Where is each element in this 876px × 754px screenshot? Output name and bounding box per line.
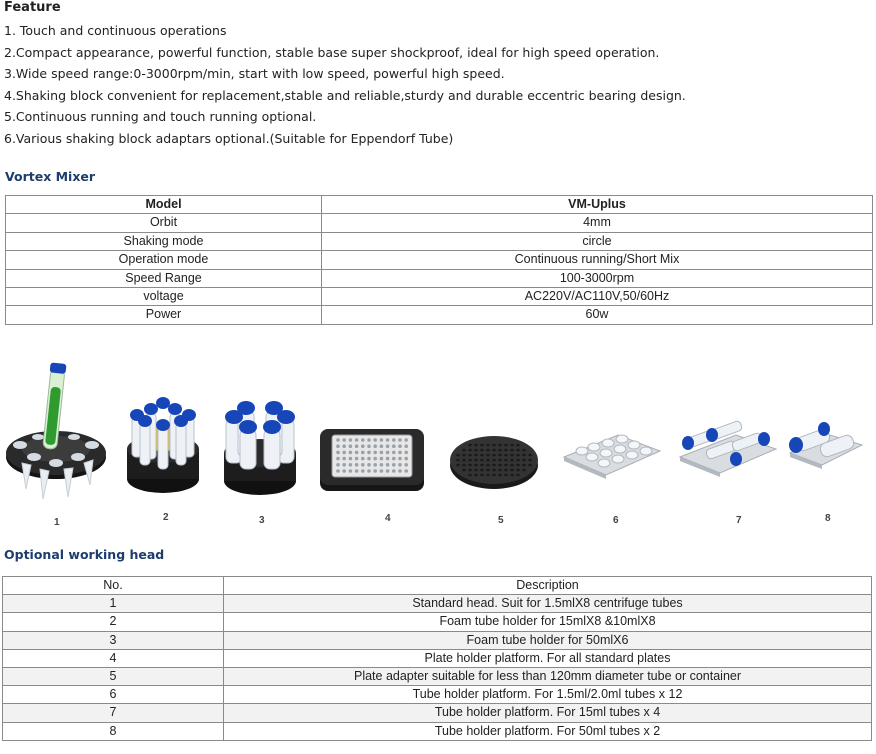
table-row: [3, 631, 872, 649]
head-header-row: [3, 577, 872, 595]
spec-label: Orbit: [6, 214, 322, 232]
plate-adapter-icon: [448, 427, 540, 491]
spec-value: 100-3000rpm: [322, 269, 873, 287]
feature-item: 1. Touch and continuous operations: [4, 23, 227, 38]
table-row: [6, 269, 873, 287]
table-row: [3, 704, 872, 722]
spec-value: AC220V/AC110V,50/60Hz: [322, 288, 873, 306]
head-description: Plate adapter suitable for less than 120mm diameter tube or container: [224, 668, 872, 686]
working-head-gallery: [0, 355, 876, 535]
spec-table: [5, 195, 873, 325]
foam-holder-15ml-icon: [122, 393, 204, 497]
spec-value: 4mm: [322, 214, 873, 232]
working-head-table: [2, 576, 872, 741]
gallery-label: 3: [259, 515, 265, 526]
table-row: [6, 251, 873, 269]
head-number: 3: [3, 631, 224, 649]
spec-label: voltage: [6, 288, 322, 306]
head-description: Tube holder platform. For 15ml tubes x 4: [224, 704, 872, 722]
foam-holder-50ml-icon: [220, 395, 300, 499]
head-description: Tube holder platform. For 1.5ml/2.0ml tubes x 12: [224, 686, 872, 704]
feature-item: 6.Various shaking block adaptars optional.(Suitable for Eppendorf Tube): [4, 130, 454, 146]
spec-value: Continuous running/Short Mix: [322, 251, 873, 269]
table-row: [6, 288, 873, 306]
feature-item: 3.Wide speed range:0-3000rpm/min, start with low speed, powerful high speed.: [4, 66, 505, 82]
table-row: [6, 306, 873, 324]
feature-title: Feature: [4, 0, 61, 15]
tube-platform-50ml-icon: [786, 417, 866, 473]
head-number: 8: [3, 722, 224, 740]
head-number: 1: [3, 595, 224, 613]
feature-item: 5.Continuous running and touch running optional.: [4, 109, 317, 125]
table-row: [3, 722, 872, 740]
spec-label: Speed Range: [6, 269, 322, 287]
feature-item: 2.Compact appearance, powerful function, stable base super shockproof, ideal for high speed operation.: [4, 44, 660, 60]
spec-label: Operation mode: [6, 251, 322, 269]
spec-value: circle: [322, 232, 873, 250]
spec-label: Power: [6, 306, 322, 324]
head-number: 7: [3, 704, 224, 722]
gallery-label: 1: [54, 517, 60, 528]
gallery-label: 6: [613, 515, 619, 526]
head-number: 4: [3, 649, 224, 667]
head-number: 2: [3, 613, 224, 631]
gallery-label: 4: [385, 513, 391, 524]
head-description: Tube holder platform. For 50ml tubes x 2: [224, 722, 872, 740]
working-head-title: Optional working head: [4, 547, 165, 562]
feature-list: [4, 20, 686, 150]
head-number: 6: [3, 686, 224, 704]
gallery-label: 7: [736, 515, 742, 526]
table-row: [3, 613, 872, 631]
table-row: [3, 595, 872, 613]
gallery-label: 8: [825, 513, 831, 524]
head-number: 5: [3, 668, 224, 686]
table-row: [3, 668, 872, 686]
head-header-cell: Description: [224, 577, 872, 595]
tube-platform-small-icon: [560, 417, 664, 483]
table-row: [6, 214, 873, 232]
table-row: [3, 649, 872, 667]
centrifuge-head-icon: [4, 357, 108, 505]
table-row: [3, 686, 872, 704]
spec-value: 60w: [322, 306, 873, 324]
spec-label: Shaking mode: [6, 232, 322, 250]
spec-header-cell: Model: [6, 196, 322, 214]
spec-header-cell: VM-Uplus: [322, 196, 873, 214]
gallery-label: 5: [498, 515, 504, 526]
plate-holder-icon: [318, 425, 428, 495]
head-description: Foam tube holder for 15mlX8 &10mlX8: [224, 613, 872, 631]
head-description: Plate holder platform. For all standard plates: [224, 649, 872, 667]
spec-header-row: [6, 196, 873, 214]
gallery-label: 2: [163, 512, 169, 523]
tube-platform-15ml-icon: [676, 413, 780, 483]
head-header-cell: No.: [3, 577, 224, 595]
head-description: Foam tube holder for 50mlX6: [224, 631, 872, 649]
feature-item: 4.Shaking block convenient for replacement,stable and reliable,sturdy and durable eccentric bearing design.: [4, 87, 686, 103]
vortex-mixer-title: Vortex Mixer: [5, 169, 96, 184]
head-description: Standard head. Suit for 1.5mlX8 centrifuge tubes: [224, 595, 872, 613]
table-row: [6, 232, 873, 250]
